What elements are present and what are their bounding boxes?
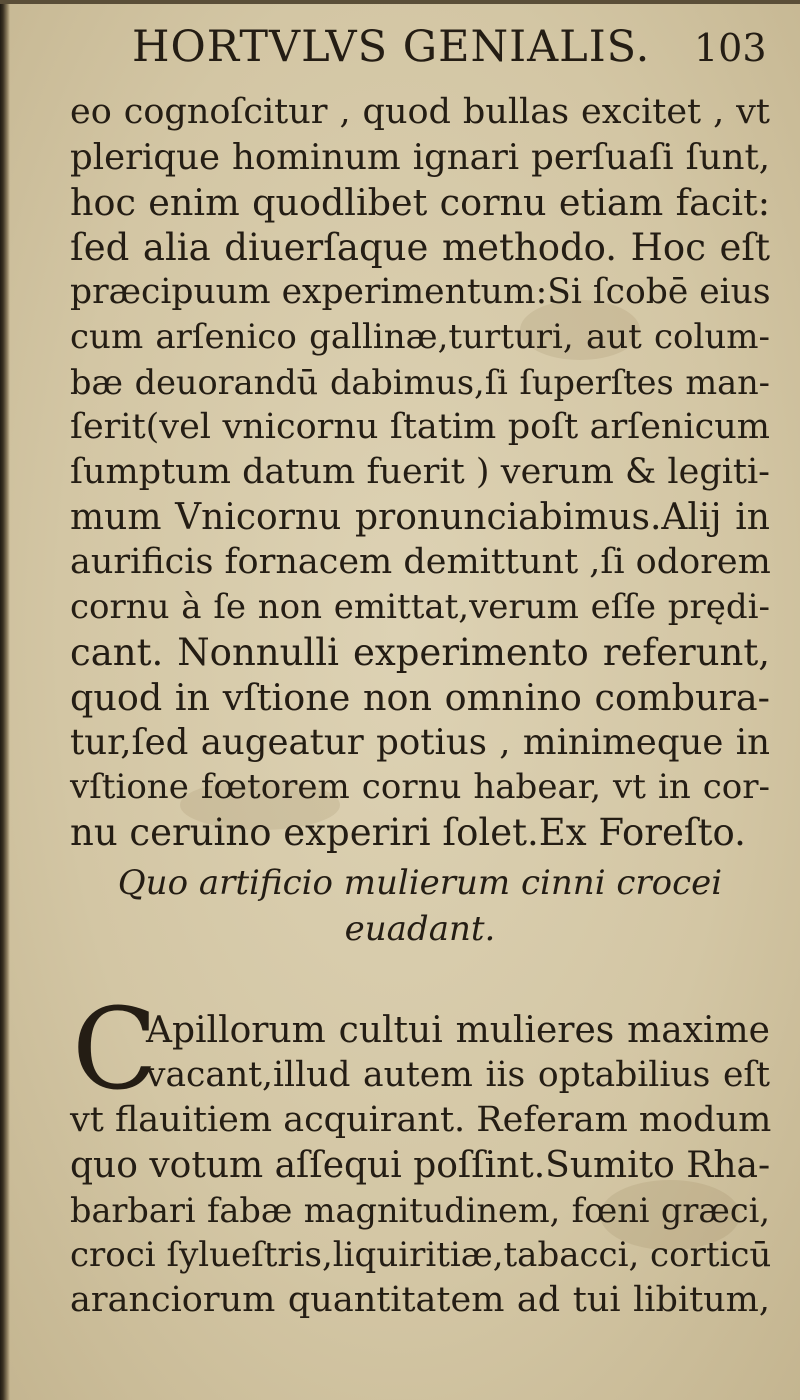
paragraph-hair-dye (70, 1008, 770, 1323)
paragraph-unicorn-test (70, 90, 770, 855)
text-line: croci ſylueſtris,liquiritiæ,tabacci, corticū (70, 1235, 772, 1275)
text-line: ſerit(vel vnicornu ſtatim poſt arſenicum (70, 407, 770, 447)
heading-line: euadant. (344, 909, 496, 949)
text-line: tur,ſed augeatur potius , minimeque in (70, 722, 770, 763)
text-line: hoc enim quodlibet cornu etiam facit: (70, 181, 770, 224)
page-top-edge (0, 0, 800, 4)
text-line: ſed alia diuerſaque methodo. Hoc eſt (70, 226, 770, 269)
text-line: cum arſenico gallinæ,turturi, aut colum- (70, 317, 770, 357)
text-line: ſumptum datum fuerit ) verum & legiti- (70, 452, 770, 492)
text-line: eo cognoſcitur , quod bullas excitet , vt (70, 92, 770, 132)
text-line: mum Vnicornu pronunciabimus.Alij in (70, 497, 770, 538)
text-line: quo votum aſſequi poſſint.Sumito Rha- (70, 1145, 771, 1186)
text-line: cornu à ſe non emittat,verum eſſe prędi- (70, 587, 770, 627)
page-number: 103 (694, 26, 767, 70)
page-header (0, 22, 800, 82)
page-binding-edge (0, 0, 10, 1400)
text-line: bæ deuorandū dabimus,ſi ſuperſtes man- (70, 363, 770, 402)
text-line: aurificis fornacem demittunt ,ſi odorem (70, 542, 771, 582)
text-line: præcipuum experimentum:Si ſcobē eius (70, 272, 771, 312)
heading-line: Quo artificio mulierum cinni crocei (117, 863, 723, 903)
drop-cap: C (72, 985, 158, 1115)
text-line: quod in vſtione non omnino combura- (70, 676, 770, 719)
text-line: vt flauitiem acquirant. Referam modum (70, 1100, 772, 1140)
text-line: cant. Nonnulli experimento referunt, (70, 631, 770, 674)
text-line: vſtione fœtorem cornu habear, vt in cor- (70, 767, 770, 807)
text-line: Apillorum cultui mulieres maxime (146, 1010, 770, 1051)
text-line: barbari fabæ magnitudinem, fœni græci, (70, 1191, 770, 1230)
text-line: vacant,illud autem iis optabilius eſt (146, 1055, 770, 1095)
text-line: plerique hominum ignari perſuaſi ſunt, (70, 137, 770, 178)
section-heading (70, 860, 770, 952)
text-line: aranciorum quantitatem ad tui libitum, (70, 1280, 770, 1320)
running-title: HORTVLVS GENIALIS. (132, 22, 651, 72)
text-line-last: nu ceruino experiri ſolet.Ex Foreſto. (70, 811, 746, 854)
